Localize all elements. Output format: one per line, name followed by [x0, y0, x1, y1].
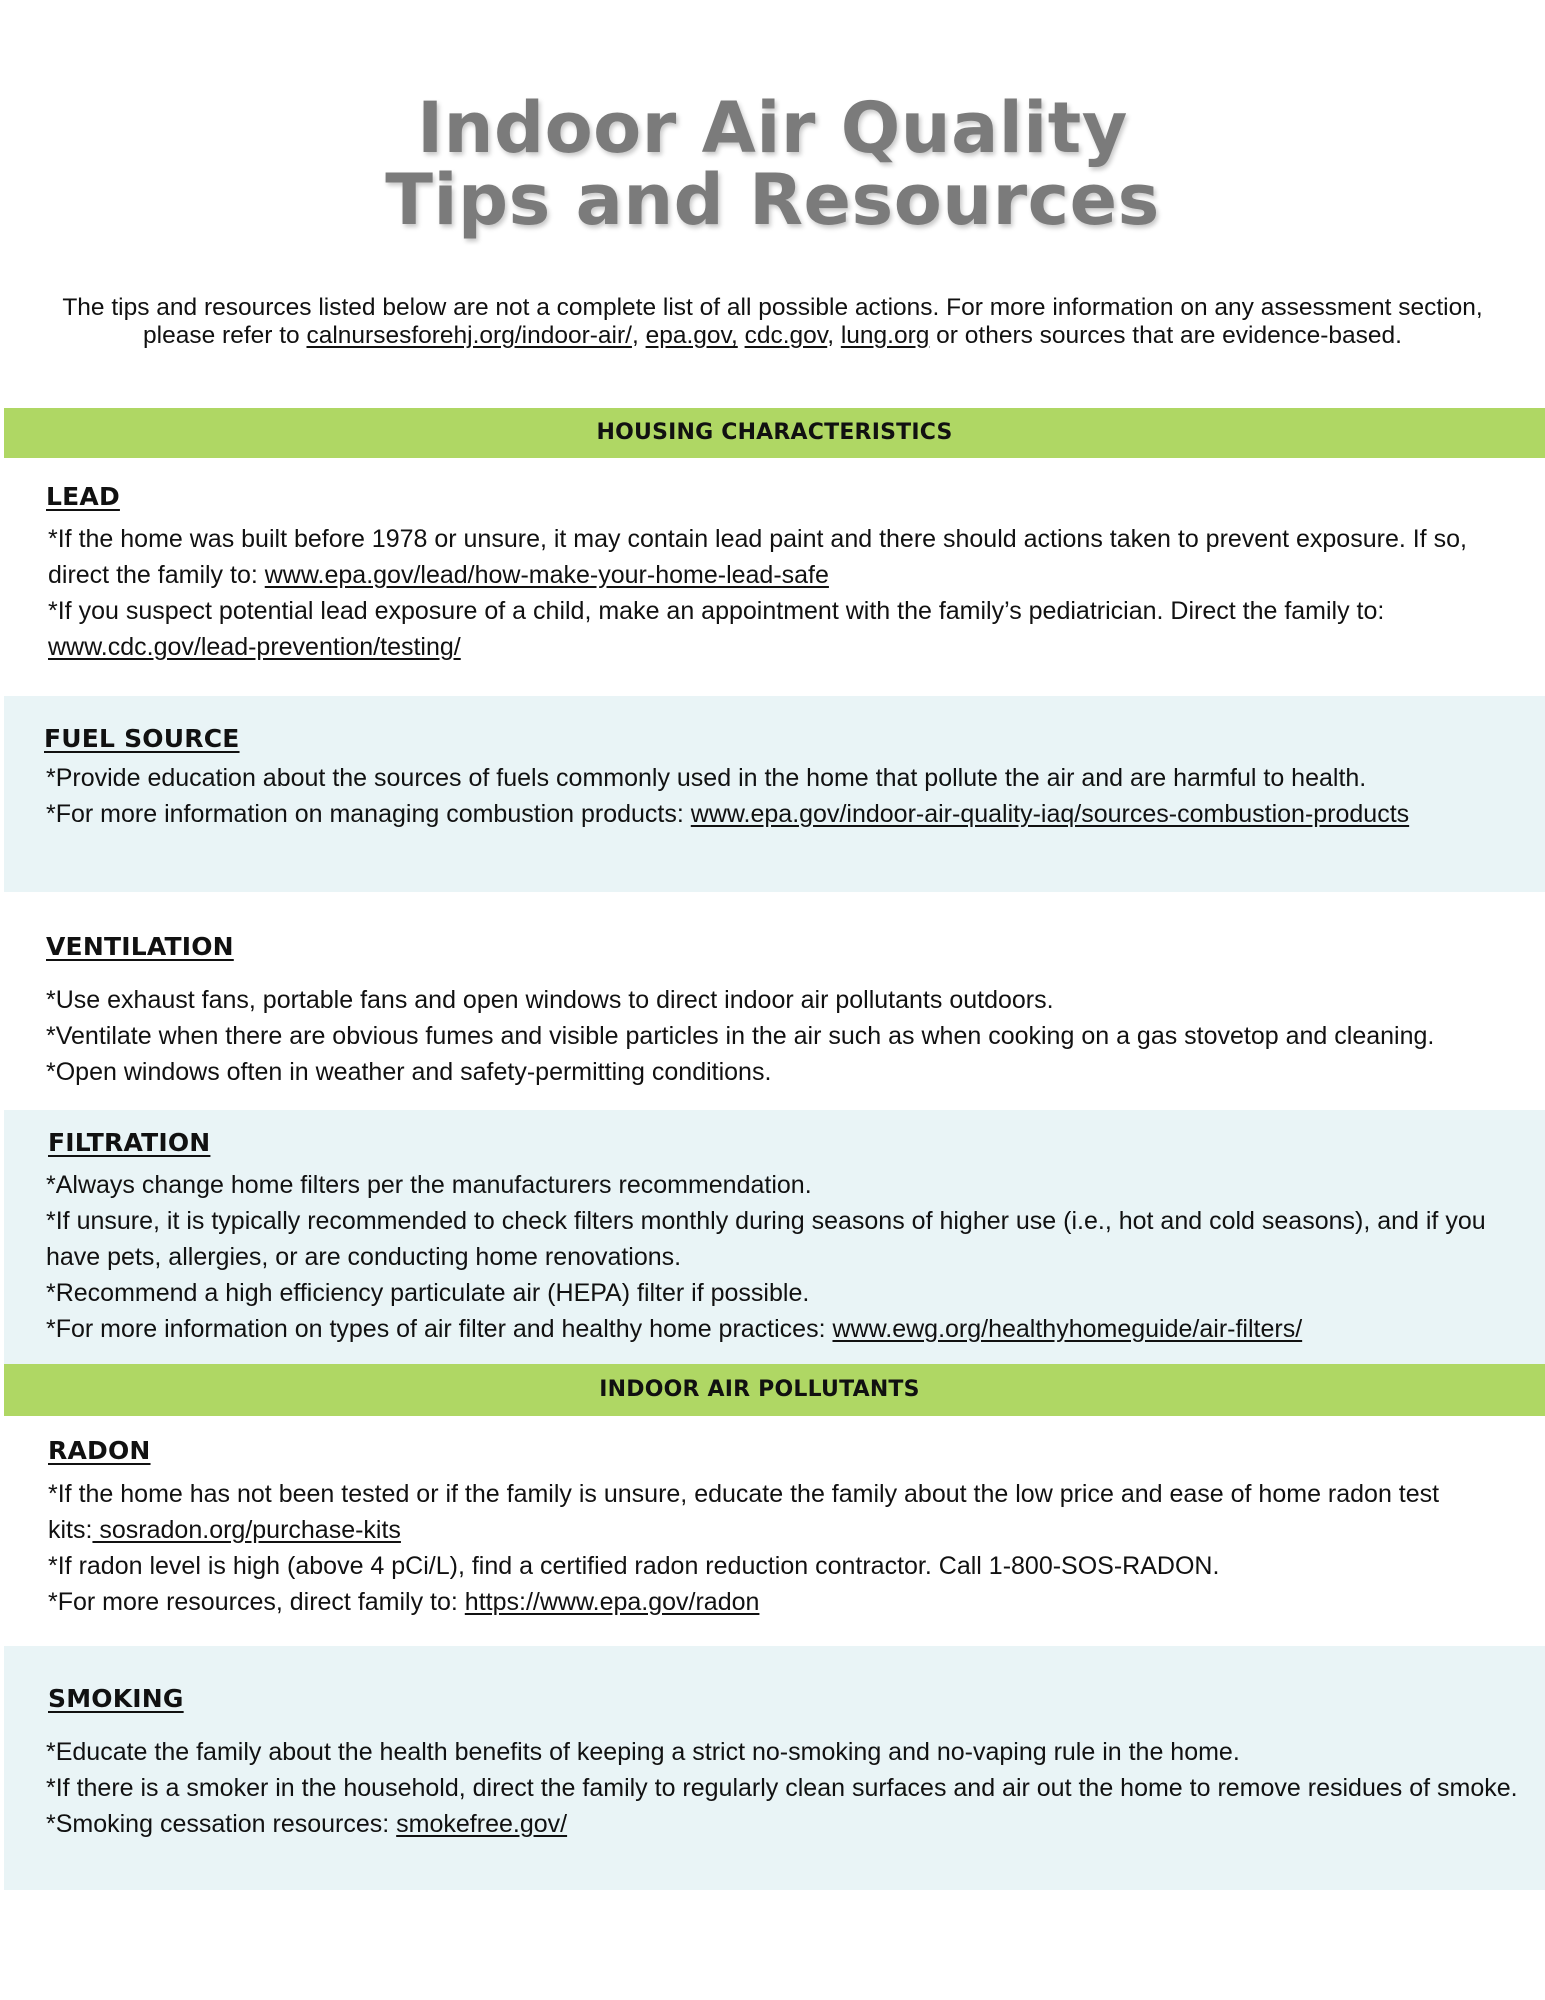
- title-line-1: Indoor Air Quality: [417, 87, 1128, 169]
- link-epa-radon[interactable]: https://www.epa.gov/radon: [464, 1588, 760, 1616]
- smoking-body: [46, 1734, 1526, 1842]
- radon-item-1-text: *If the home has not been tested or if the family is unsure, educate the family about the low price and ease of home radon test kits:: [48, 1480, 1440, 1544]
- section-radon: [4, 1416, 1545, 1646]
- heading-ventilation: VENTILATION: [46, 932, 234, 961]
- section-ventilation: [4, 892, 1545, 1110]
- fuel-item-2-text: *For more information on managing combustion products:: [46, 800, 691, 828]
- filtration-item-1: *Always change home filters per the manufacturers recommendation.: [46, 1171, 812, 1199]
- link-smokefree[interactable]: smokefree.gov/: [396, 1810, 568, 1838]
- intro-sep-2: [738, 322, 745, 349]
- section-smoking: [4, 1646, 1545, 1890]
- title-line-2: Tips and Resources: [385, 159, 1160, 241]
- section-band-pollutants: [4, 1364, 1545, 1416]
- section-filtration: [4, 1110, 1545, 1364]
- smoking-item-1: *Educate the family about the health benefits of keeping a strict no-smoking and no-vaping rule in the home.: [46, 1738, 1240, 1766]
- link-epa-lead-safe[interactable]: www.epa.gov/lead/how-make-your-home-lead-safe: [264, 561, 829, 589]
- section-lead: [4, 458, 1545, 696]
- link-lung[interactable]: lung.org: [840, 322, 930, 349]
- link-epa[interactable]: epa.gov,: [645, 322, 738, 349]
- fuel-item-2: [46, 796, 1536, 832]
- intro-paragraph: [60, 294, 1485, 350]
- link-sosradon[interactable]: sosradon.org/purchase-kits: [92, 1516, 401, 1544]
- lead-item-2: [48, 593, 1488, 665]
- ventilation-item-2: *Ventilate when there are obvious fumes and visible particles in the air such as when cooking on a gas stovetop and cleaning.: [46, 1022, 1435, 1050]
- intro-sep-3: ,: [827, 322, 841, 349]
- intro-sep-1: ,: [631, 322, 646, 349]
- heading-smoking: SMOKING: [48, 1684, 184, 1713]
- link-cdc[interactable]: cdc.gov: [744, 322, 828, 349]
- radon-item-3-text: *For more resources, direct family to:: [48, 1588, 465, 1616]
- section-fuel-source: [4, 696, 1545, 892]
- smoking-item-3-text: *Smoking cessation resources:: [46, 1810, 397, 1838]
- filtration-item-3: *Recommend a high efficiency particulate air (HEPA) filter if possible.: [46, 1279, 810, 1307]
- filtration-body: [46, 1167, 1526, 1347]
- ventilation-body: [46, 982, 1536, 1090]
- filtration-item-2: *If unsure, it is typically recommended to check filters monthly during seasons of higher use (i.e., hot and cold seasons), and if you have pets, allergies, or are conducting home renovations.: [46, 1207, 1486, 1271]
- filtration-item-4-text: *For more information on types of air filter and healthy home practices:: [46, 1315, 833, 1343]
- fuel-item-1: *Provide education about the sources of fuels commonly used in the home that pollute the air and are harmful to health.: [46, 764, 1367, 792]
- radon-item-1: [48, 1476, 1488, 1548]
- filtration-item-4: [46, 1311, 1526, 1347]
- band-housing-label: HOUSING CHARACTERISTICS: [596, 420, 953, 445]
- lead-item-1: [48, 521, 1488, 593]
- heading-lead: LEAD: [46, 482, 120, 511]
- section-band-housing: [4, 408, 1545, 458]
- radon-body: [48, 1476, 1488, 1620]
- link-calnurses[interactable]: calnursesforehj.org/indoor-air/: [306, 322, 632, 349]
- page-title: [0, 87, 1545, 241]
- lead-item-2-text: *If you suspect potential lead exposure of a child, make an appointment with the family’s pediatrician. Direct the family to:: [48, 597, 1385, 625]
- fuel-body: [46, 760, 1536, 832]
- radon-item-3: [48, 1584, 1488, 1620]
- heading-fuel-source: FUEL SOURCE: [44, 724, 240, 753]
- lead-body: [48, 521, 1488, 665]
- heading-filtration: FILTRATION: [48, 1128, 211, 1157]
- link-ewg-air-filters[interactable]: www.ewg.org/healthyhomeguide/air-filters/: [832, 1315, 1303, 1343]
- intro-text-1: The tips and resources listed below are not a complete list of all possible actions. For more information on any assessment section, please refer to: [62, 294, 1483, 349]
- heading-radon: RADON: [48, 1436, 151, 1465]
- smoking-item-2: *If there is a smoker in the household, direct the family to regularly clean surfaces and air out the home to remove residues of smoke.: [46, 1774, 1518, 1802]
- ventilation-item-3: *Open windows often in weather and safety-permitting conditions.: [46, 1058, 772, 1086]
- smoking-item-3: [46, 1806, 1526, 1842]
- link-cdc-lead-testing[interactable]: www.cdc.gov/lead-prevention/testing/: [48, 633, 461, 661]
- radon-item-2: *If radon level is high (above 4 pCi/L), find a certified radon reduction contractor. Call 1-800-SOS-RADON.: [48, 1552, 1220, 1580]
- ventilation-item-1: *Use exhaust fans, portable fans and open windows to direct indoor air pollutants outdoors.: [46, 986, 1054, 1014]
- band-pollutants-label: INDOOR AIR POLLUTANTS: [599, 1377, 920, 1402]
- link-epa-combustion[interactable]: www.epa.gov/indoor-air-quality-iaq/sources-combustion-products: [690, 800, 1410, 828]
- lead-item-1-text: *If the home was built before 1978 or unsure, it may contain lead paint and there should actions taken to prevent exposure. If so, direct the family to:: [48, 525, 1467, 589]
- intro-text-2: or others sources that are evidence-based.: [929, 322, 1402, 349]
